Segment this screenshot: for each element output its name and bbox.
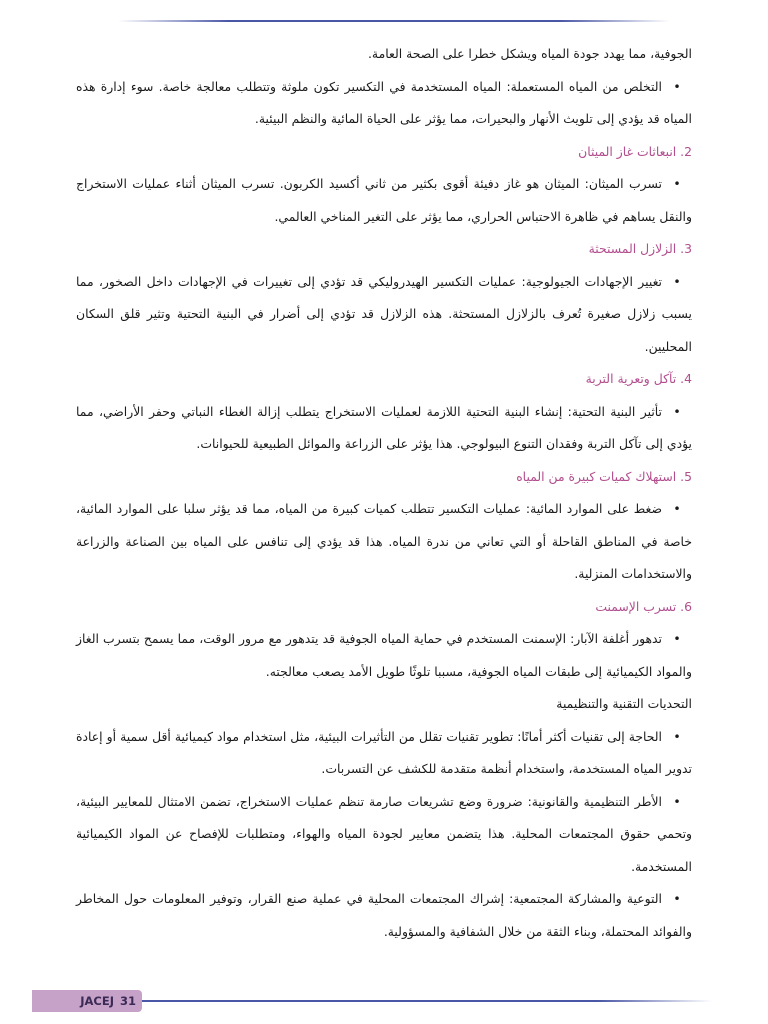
paragraph: الجوفية، مما يهدد جودة المياه ويشكل خطرا على الصحة العامة. (367, 46, 692, 61)
bullet-paragraph: • الأطر التنظيمية والقانونية: ضرورة وضع تشريعات صارمة تنظم عمليات الاستخراج، تضمن الامتثال للمعايير البيئية، وتحمي حقوق المجتمعات المحلية. هذا يتضمن معايير لجودة المياه والهواء، ومتطلبات للإفصاح عن المواد الكيميائية المستخدمة. (76, 786, 692, 884)
bullet-paragraph: • تغيير الإجهادات الجيولوجية: عمليات التكسير الهيدروليكي قد تؤدي إلى تغييرات في الإجهادات داخل الصخور، مما يسبب زلازل صغيرة تُعرف بالزلازل المستحثة. هذه الزلازل قد تؤدي إلى أضرار في البنية التحتية وتثير قلق السكان المحليين. (76, 266, 692, 364)
bullet-paragraph: • ضغط على الموارد المائية: عمليات التكسير تتطلب كميات كبيرة من المياه، مما قد يؤثر سلبا على الموارد المائية، خاصة في المناطق القاحلة أو التي تعاني من ندرة المياه. هذا قد يؤدي إلى تنافس على المياه بين الصناعة والزراعة والاستخدامات المنزلية. (76, 493, 692, 591)
bullet-paragraph: • التخلص من المياه المستعملة: المياه المستخدمة في التكسير تكون ملوثة وتتطلب معالجة خاصة. سوء إدارة هذه المياه قد يؤدي إلى تلويث الأنهار والبحيرات، مما يؤثر على الحياة المائية والنظم البيئية. (76, 71, 692, 136)
section-heading: 4. تآكل وتعرية التربة (585, 371, 692, 386)
footer-journal-tab (32, 990, 142, 1012)
article-body (76, 38, 692, 948)
bullet-paragraph: • تسرب الميثان: الميثان هو غاز دفيئة أقوى بكثير من ثاني أكسيد الكربون. تسرب الميثان أثناء عمليات الاستخراج والنقل يساهم في ظاهرة الاحتباس الحراري، مما يؤثر على التغير المناخي العالمي. (76, 168, 692, 233)
bullet-paragraph: • تدهور أغلفة الآبار: الإسمنت المستخدم في حماية المياه الجوفية قد يتدهور مع مرور الوقت، مما يسمح بتسرب الغاز والمواد الكيميائية إلى طبقات المياه الجوفية، مسببا تلوثًا طويل الأمد يصعب معالجته. (76, 623, 692, 688)
bullet-paragraph: • التوعية والمشاركة المجتمعية: إشراك المجتمعات المحلية في عملية صنع القرار، وتوفير المعلومات حول المخاطر والفوائد المحتملة، وبناء الثقة من خلال الشفافية والمسؤولية. (76, 883, 692, 948)
section-heading: 2. انبعاثات غاز الميثان (578, 143, 692, 159)
bullet-paragraph: • تأثير البنية التحتية: إنشاء البنية التحتية اللازمة لعمليات الاستخراج يتطلب إزالة الغطاء النباتي وحفر الأراضي، مما يؤدي إلى تآكل التربة وفقدان التنوع البيولوجي. هذا يؤثر على الزراعة والموائل الطبيعية للحيوانات. (76, 396, 692, 461)
subsection-title: التحديات التقنية والتنظيمية (556, 696, 692, 711)
section-heading: 6. تسرب الإسمنت (595, 598, 692, 614)
section-heading: 3. الزلازل المستحثة (588, 241, 692, 256)
page-number: 31 (119, 994, 136, 1008)
top-divider (118, 20, 670, 22)
section-heading: 5. استهلاك كميات كبيرة من المياه (516, 468, 692, 484)
footer-divider (142, 1000, 712, 1002)
journal-name: JACEJ (80, 994, 114, 1008)
bullet-paragraph: • الحاجة إلى تقنيات أكثر أمانًا: تطوير تقنيات تقلل من التأثيرات البيئية، مثل استخدام مواد كيميائية أقل سمية أو إعادة تدوير المياه المستخدمة، واستخدام أنظمة متقدمة للكشف عن التسربات. (76, 721, 692, 786)
